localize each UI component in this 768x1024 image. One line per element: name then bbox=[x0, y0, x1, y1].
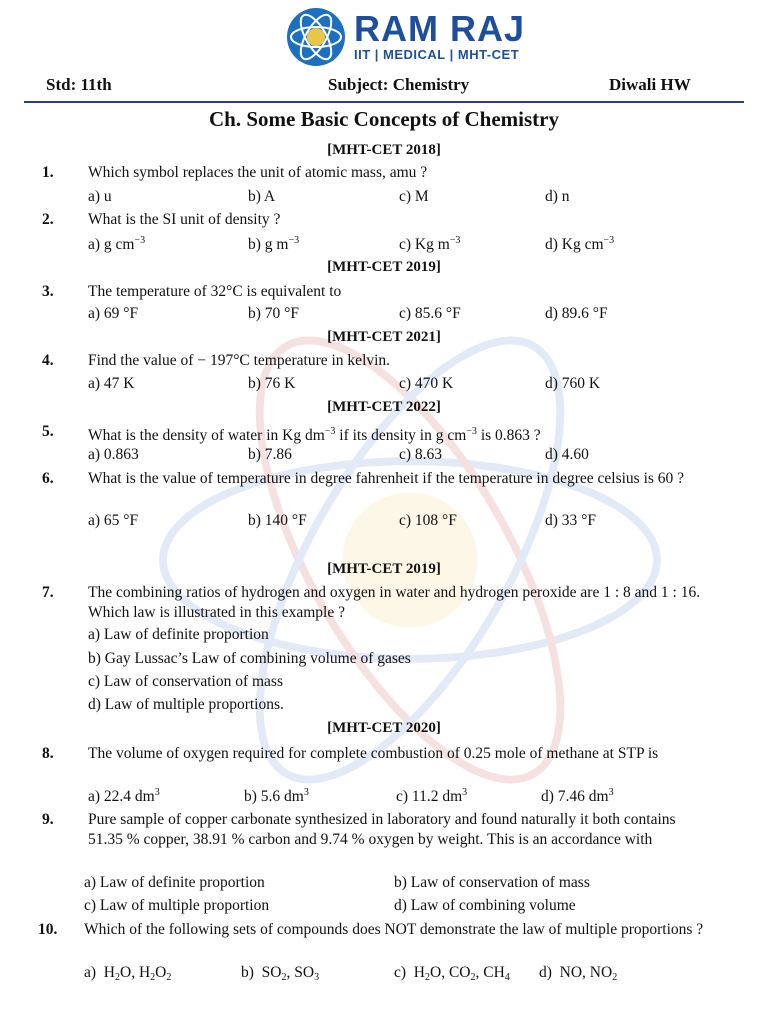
option-c: c) Law of conservation of mass bbox=[88, 673, 283, 690]
header-divider bbox=[24, 101, 744, 103]
option-b: b) 76 K bbox=[248, 375, 296, 392]
option-d: d) n bbox=[545, 188, 570, 205]
option-c: c) 470 K bbox=[399, 375, 454, 392]
option-a: a) g $cm^{-3}$ bbox=[88, 235, 146, 253]
question-text: Find the value of − 197°C temperature in kelvin. bbox=[88, 352, 391, 369]
option-b: b) g $m^{-3}$ bbox=[248, 235, 300, 253]
option-d: d) 4.60 bbox=[545, 446, 589, 463]
section-heading: [MHT-CET 2022] bbox=[327, 399, 441, 415]
question-number: 10. bbox=[38, 921, 58, 938]
option-a: a) 65 °F bbox=[88, 512, 139, 529]
option-c: c) 108 °F bbox=[399, 512, 457, 529]
question-text: Which symbol replaces the unit of atomic mass, amu ? bbox=[88, 164, 428, 181]
option-c: c) M bbox=[399, 188, 429, 205]
section-heading: [MHT-CET 2018] bbox=[327, 142, 441, 158]
section-heading: [MHT-CET 2020] bbox=[327, 720, 441, 736]
option-d: d) 7.46 $dm^3$ bbox=[541, 787, 614, 805]
question-text: The volume of oxygen required for complete combustion of 0.25 mole of methane at STP is bbox=[88, 745, 659, 762]
question-text: The combining ratios of hydrogen and oxygen in water and hydrogen peroxide are 1 : 8 and 1 : 16. Which law is illustrated in this example ? bbox=[88, 584, 701, 621]
option-b: b) Gay Lussac’s Law of combining volume of gases bbox=[88, 650, 411, 667]
option-d: d) Kg $cm^{-3}$ bbox=[545, 235, 615, 253]
question-number: 2. bbox=[42, 211, 54, 228]
section-heading: [MHT-CET 2019] bbox=[327, 561, 441, 577]
question-number: 6. bbox=[42, 470, 54, 487]
section-heading: [MHT-CET 2021] bbox=[327, 329, 441, 345]
assignment-label: Diwali HW bbox=[609, 75, 691, 94]
option-b: b) A bbox=[248, 188, 276, 205]
subject-label: Subject: Chemistry bbox=[328, 75, 470, 94]
brand-logo bbox=[286, 5, 525, 69]
option-c: c) $H_2O$, $CO_2$, $CH_4$ bbox=[394, 964, 510, 983]
question-number: 4. bbox=[42, 352, 54, 369]
atom-logo-icon bbox=[286, 7, 346, 67]
option-c: c) 11.2 $dm^3$ bbox=[396, 787, 468, 805]
question-number: 8. bbox=[42, 745, 54, 762]
question-text: What is the SI unit of density ? bbox=[88, 211, 281, 228]
page-title: Ch. Some Basic Concepts of Chemistry bbox=[209, 107, 559, 131]
option-c: c) 85.6 °F bbox=[399, 305, 461, 322]
option-a: a) $H_2O$, $H_2O_2$ bbox=[84, 964, 172, 983]
option-b: b) 140 °F bbox=[248, 512, 307, 529]
option-a: a) Law of definite proportion bbox=[84, 874, 265, 891]
option-c: c) Kg $m^{-3}$ bbox=[399, 235, 461, 253]
brand-name: RAM RAJ bbox=[354, 8, 526, 49]
question-text: Pure sample of copper carbonate synthesized in laboratory and found naturally it both contains 51.35 % copper, 38.91 % carbon and 9.74 % oxygen by weight. This is an accordance with bbox=[88, 811, 676, 848]
option-b: b) $SO_2$, $SO_3$ bbox=[241, 964, 320, 983]
option-a: a) Law of definite proportion bbox=[88, 626, 269, 643]
question-text: What is the density of water in Kg $dm^{-3}$ if its density in g $cm^{-3}$ is 0.863 ? bbox=[88, 426, 541, 444]
option-a: a) 22.4 $dm^3$ bbox=[88, 787, 160, 805]
question-number: 5. bbox=[42, 423, 54, 440]
option-a: a) 47 K bbox=[88, 375, 135, 392]
question-number: 1. bbox=[42, 164, 54, 181]
option-c: c) Law of multiple proportion bbox=[84, 897, 270, 914]
option-a: a) u bbox=[88, 188, 112, 205]
option-b: b) Law of conservation of mass bbox=[394, 874, 590, 891]
option-a: a) 0.863 bbox=[88, 446, 139, 463]
option-d: d) 33 °F bbox=[545, 512, 596, 529]
question-number: 7. bbox=[42, 584, 54, 601]
option-b: b) 7.86 bbox=[248, 446, 292, 463]
option-d: d) Law of multiple proportions. bbox=[88, 696, 284, 713]
option-b: b) 70 °F bbox=[248, 305, 299, 322]
section-heading: [MHT-CET 2019] bbox=[327, 259, 441, 275]
option-d: d) 89.6 °F bbox=[545, 305, 608, 322]
std-label: Std: 11th bbox=[46, 75, 112, 94]
option-d: d) 760 K bbox=[545, 375, 601, 392]
question-number: 9. bbox=[42, 811, 54, 828]
brand-tagline: IIT | MEDICAL | MHT-CET bbox=[354, 47, 520, 62]
question-number: 3. bbox=[42, 283, 54, 300]
option-d: d) NO, $NO_2$ bbox=[539, 964, 618, 983]
option-b: b) 5.6 $dm^3$ bbox=[244, 787, 309, 805]
question-text: What is the value of temperature in degree fahrenheit if the temperature in degree celsius is 60 ? bbox=[88, 470, 685, 487]
option-a: a) 69 °F bbox=[88, 305, 139, 322]
option-c: c) 8.63 bbox=[399, 446, 443, 463]
question-text: Which of the following sets of compounds does NOT demonstrate the law of multiple proportions ? bbox=[84, 921, 704, 938]
option-d: d) Law of combining volume bbox=[394, 897, 576, 914]
question-text: The temperature of 32°C is equivalent to bbox=[88, 283, 342, 300]
